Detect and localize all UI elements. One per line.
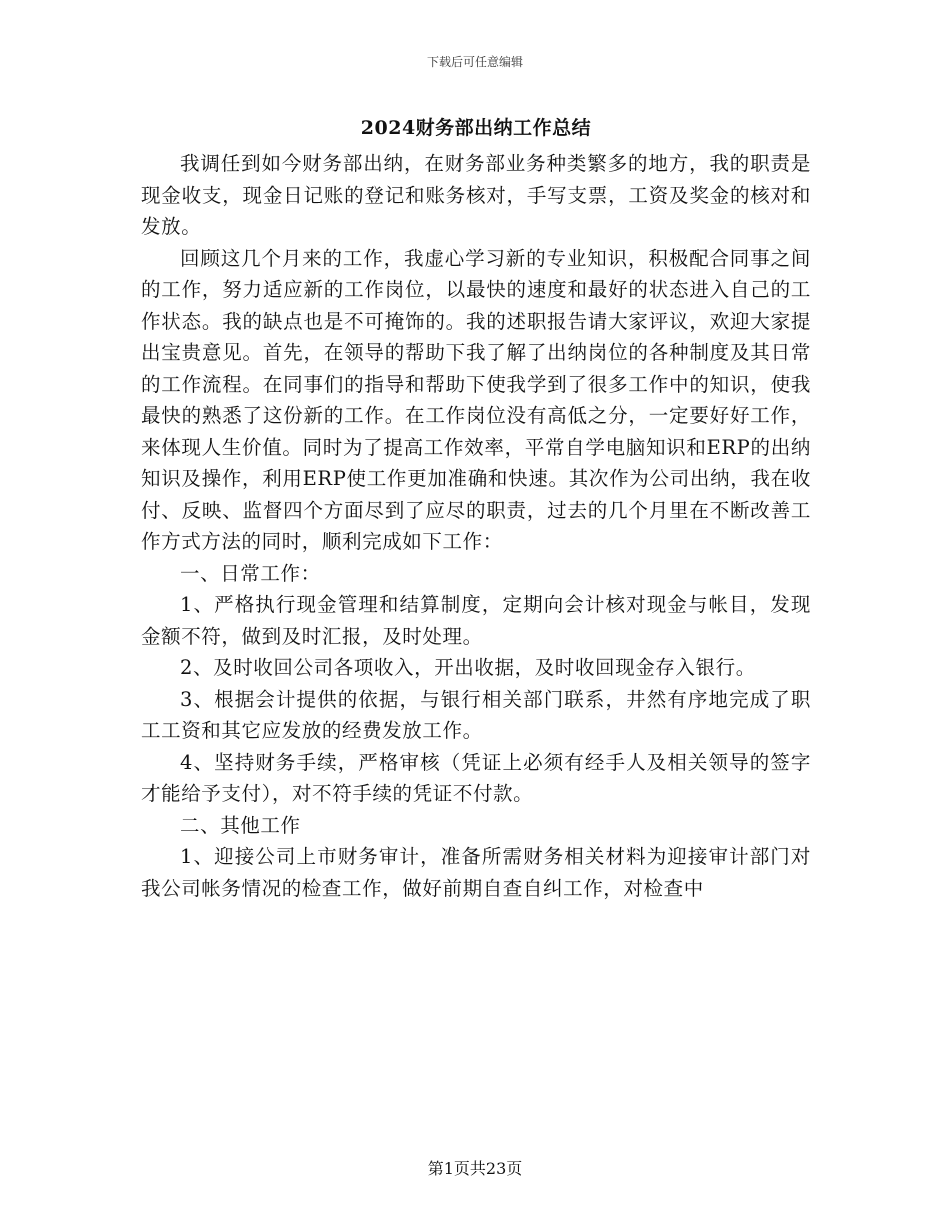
list-item: 1、严格执行现金管理和结算制度，定期向会计核对现金与帐目，发现金额不符，做到及时汇报，及时处理。 bbox=[141, 593, 811, 648]
section-heading-daily-work: 一、日常工作： bbox=[180, 561, 321, 585]
document-title: 2024财务部出纳工作总结 bbox=[360, 117, 592, 139]
list-item: 2、及时收回公司各项收入，开出收据，及时收回现金存入银行。 bbox=[180, 656, 756, 679]
paragraph-review: 回顾这几个月来的工作，我虚心学习新的专业知识，积极配合同事之间的工作，努力适应新的工作岗位，以最快的速度和最好的状态进入自己的工作状态。我的缺点也是不可掩饰的。我的述职报告请大家评议，欢迎大家提出宝贵意见。首先，在领导的帮助下我了解了出纳岗位的各种制度及其日常的工作流程。在同事们的指导和帮助下使我学到了很多工作中的知识，使我最快的熟悉了这份新的工作。在工作岗位没有高低之分，一定要好好工作，来体现人生价值。同时为了提高工作效率，平常自学电脑知识和ERP的出纳知识及操作，利用ERP使工作更加准确和快速。其次作为公司出纳，我在收付、反映、监督四个方面尽到了应尽的职责，过去的几个月里在不断改善工作方式方法的同时，顺利完成如下工作： bbox=[141, 246, 811, 553]
page-header-note: 下载后可任意编辑 bbox=[426, 55, 523, 69]
page-number-footer: 第1页共23页 bbox=[427, 1159, 523, 1178]
list-item: 3、根据会计提供的依据，与银行相关部门联系，井然有序地完成了职工工资和其它应发放的经费发放工作。 bbox=[141, 687, 811, 742]
paragraph-intro: 我调任到如今财务部出纳，在财务部业务种类繁多的地方，我的职责是现金收支，现金日记账的登记和账务核对，手写支票，工资及奖金的核对和发放。 bbox=[141, 152, 811, 238]
section-heading-other-work: 二、其他工作 bbox=[180, 813, 301, 837]
list-item: 4、坚持财务手续，严格审核（凭证上必须有经手人及相关领导的签字才能给予支付），对不符手续的凭证不付款。 bbox=[141, 750, 811, 805]
list-item: 1、迎接公司上市财务审计，准备所需财务相关材料为迎接审计部门对我公司帐务情况的检查工作，做好前期自查自纠工作，对检查中 bbox=[141, 845, 811, 900]
document-body bbox=[141, 112, 811, 904]
